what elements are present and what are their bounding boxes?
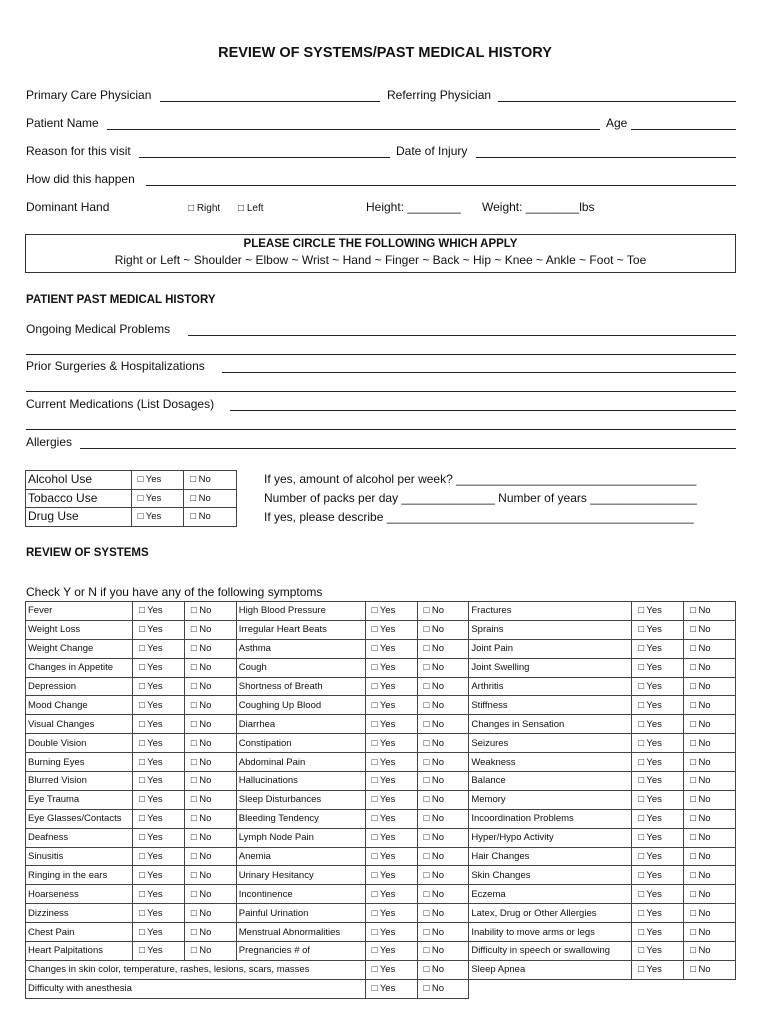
symptom-label: Incontinence <box>236 885 365 904</box>
yes-checkbox[interactable]: □ Yes <box>365 960 417 979</box>
symptom-label: Stiffness <box>469 696 632 715</box>
symptom-label: Weakness <box>469 753 632 772</box>
symptom-label: Fever <box>26 602 133 621</box>
table-row <box>26 885 736 904</box>
symptom-label: Eye Glasses/Contacts <box>26 809 133 828</box>
no-checkbox[interactable]: □ No <box>684 809 736 828</box>
no-checkbox[interactable]: □ No <box>417 904 469 923</box>
symptom-label: Hyper/Hypo Activity <box>469 828 632 847</box>
symptom-label: Changes in skin color, temperature, rashes, lesions, scars, masses <box>26 960 366 979</box>
yes-checkbox[interactable]: □ Yes <box>632 753 684 772</box>
table-row <box>26 620 736 639</box>
page-title: REVIEW OF SYSTEMS/PAST MEDICAL HISTORY <box>218 45 552 61</box>
medications-field[interactable] <box>230 410 736 411</box>
no-checkbox[interactable]: □ No <box>417 960 469 979</box>
table-row <box>26 734 736 753</box>
yes-checkbox[interactable]: □ Yes <box>132 753 184 772</box>
yes-checkbox[interactable]: □ Yes <box>132 658 184 677</box>
table-row <box>26 809 736 828</box>
table-row <box>26 904 736 923</box>
no-checkbox[interactable]: □ No <box>184 866 236 885</box>
symptom-label: Bleeding Tendency <box>236 809 365 828</box>
ongoing-label: Ongoing Medical Problems <box>26 322 171 336</box>
symptom-label: Arthritis <box>469 677 632 696</box>
yes-checkbox[interactable]: □ Yes <box>131 471 184 490</box>
yes-checkbox[interactable]: □ Yes <box>365 809 417 828</box>
no-checkbox[interactable]: □ No <box>184 639 236 658</box>
no-checkbox[interactable]: □ No <box>684 923 736 942</box>
no-checkbox[interactable]: □ No <box>684 639 736 658</box>
referring-field[interactable] <box>498 101 736 102</box>
no-checkbox[interactable]: □ No <box>184 772 236 791</box>
no-checkbox[interactable]: □ No <box>184 715 236 734</box>
no-checkbox[interactable]: □ No <box>417 602 469 621</box>
symptom-label: Sleep Apnea <box>469 960 632 979</box>
table-row <box>26 923 736 942</box>
symptom-label: Diarrhea <box>236 715 365 734</box>
how-happen-field[interactable] <box>146 185 736 186</box>
symptom-label: Hair Changes <box>469 847 632 866</box>
yes-checkbox[interactable]: □ Yes <box>632 923 684 942</box>
symptom-label: Difficulty in speech or swallowing <box>469 942 632 961</box>
yes-checkbox[interactable]: □ Yes <box>132 828 184 847</box>
yes-checkbox[interactable]: □ Yes <box>132 904 184 923</box>
yes-checkbox[interactable]: □ Yes <box>365 923 417 942</box>
circle-box <box>25 234 736 273</box>
primary-care-label: Primary Care Physician <box>26 88 152 102</box>
no-checkbox[interactable]: □ No <box>417 753 469 772</box>
no-checkbox[interactable]: □ No <box>417 658 469 677</box>
symptom-label: Joint Pain <box>469 639 632 658</box>
symptom-label: Mood Change <box>26 696 133 715</box>
yes-checkbox[interactable]: □ Yes <box>632 809 684 828</box>
yes-checkbox[interactable]: □ Yes <box>132 715 184 734</box>
yes-checkbox[interactable]: □ Yes <box>365 753 417 772</box>
no-checkbox[interactable]: □ No <box>684 602 736 621</box>
ros-table <box>25 601 736 999</box>
yes-checkbox[interactable]: □ Yes <box>632 847 684 866</box>
no-checkbox[interactable]: □ No <box>184 734 236 753</box>
no-checkbox[interactable]: □ No <box>417 677 469 696</box>
weight-field[interactable]: Weight: ________lbs <box>482 200 595 214</box>
symptom-label: Eye Trauma <box>26 790 133 809</box>
symptom-label: Sprains <box>469 620 632 639</box>
yes-checkbox[interactable]: □ Yes <box>365 602 417 621</box>
symptom-label: Cough <box>236 658 365 677</box>
symptom-label: High Blood Pressure <box>236 602 365 621</box>
medications-field-2[interactable] <box>26 429 736 430</box>
no-checkbox[interactable]: □ No <box>417 790 469 809</box>
no-checkbox[interactable]: □ No <box>417 639 469 658</box>
yes-checkbox[interactable]: □ Yes <box>132 677 184 696</box>
yes-checkbox[interactable]: □ Yes <box>632 639 684 658</box>
habit-label: Alcohol Use <box>26 471 132 490</box>
ongoing-field[interactable] <box>188 335 736 336</box>
symptom-label: Weight Loss <box>26 620 133 639</box>
symptom-label: Painful Urination <box>236 904 365 923</box>
dominant-hand-label: Dominant Hand <box>26 200 110 214</box>
yes-checkbox[interactable]: □ Yes <box>131 489 184 508</box>
yes-checkbox[interactable]: □ Yes <box>632 677 684 696</box>
no-checkbox[interactable]: □ No <box>184 923 236 942</box>
drug-question[interactable]: If yes, please describe ______________________________________________ <box>264 510 694 524</box>
no-checkbox[interactable]: □ No <box>184 809 236 828</box>
symptom-label: Blurred Vision <box>26 772 133 791</box>
symptom-label: Abdominal Pain <box>236 753 365 772</box>
symptom-label: Joint Swelling <box>469 658 632 677</box>
habits-table <box>25 470 237 527</box>
yes-checkbox[interactable]: □ Yes <box>132 772 184 791</box>
yes-checkbox[interactable]: □ Yes <box>132 602 184 621</box>
yes-checkbox[interactable]: □ Yes <box>132 639 184 658</box>
no-checkbox[interactable]: □ No <box>684 677 736 696</box>
no-checkbox[interactable]: □ No <box>417 734 469 753</box>
yes-checkbox[interactable]: □ Yes <box>365 639 417 658</box>
yes-checkbox[interactable]: □ Yes <box>365 866 417 885</box>
table-row <box>26 639 736 658</box>
yes-checkbox[interactable]: □ Yes <box>632 885 684 904</box>
yes-checkbox[interactable]: □ Yes <box>632 960 684 979</box>
no-checkbox[interactable]: □ No <box>184 677 236 696</box>
yes-checkbox[interactable]: □ Yes <box>132 942 184 961</box>
date-injury-label: Date of Injury <box>396 144 468 158</box>
height-field[interactable]: Height: ________ <box>366 200 461 214</box>
table-row <box>26 828 736 847</box>
symptom-label: Pregnancies # of <box>236 942 365 961</box>
symptom-label: Shortness of Breath <box>236 677 365 696</box>
no-checkbox[interactable]: □ No <box>684 847 736 866</box>
ros-heading: REVIEW OF SYSTEMS <box>26 547 149 559</box>
ros-instruction: Check Y or N if you have any of the following symptoms <box>26 585 323 599</box>
no-checkbox[interactable]: □ No <box>684 734 736 753</box>
surgeries-field-2[interactable] <box>26 391 736 392</box>
symptom-label: Depression <box>26 677 133 696</box>
no-checkbox[interactable]: □ No <box>184 753 236 772</box>
no-checkbox[interactable]: □ No <box>417 809 469 828</box>
no-checkbox[interactable]: □ No <box>684 960 736 979</box>
symptom-label: Lymph Node Pain <box>236 828 365 847</box>
surgeries-label: Prior Surgeries & Hospitalizations <box>26 359 205 373</box>
symptom-label: Hoarseness <box>26 885 133 904</box>
symptom-label: Eczema <box>469 885 632 904</box>
no-checkbox[interactable]: □ No <box>184 790 236 809</box>
table-row <box>26 960 736 979</box>
no-checkbox[interactable]: □ No <box>417 715 469 734</box>
table-row <box>26 602 736 621</box>
no-checkbox[interactable]: □ No <box>184 602 236 621</box>
yes-checkbox[interactable]: □ Yes <box>365 772 417 791</box>
yes-checkbox[interactable]: □ Yes <box>132 734 184 753</box>
no-checkbox[interactable]: □ No <box>684 866 736 885</box>
yes-checkbox[interactable]: □ Yes <box>365 677 417 696</box>
yes-checkbox[interactable]: □ Yes <box>632 790 684 809</box>
referring-label: Referring Physician <box>387 88 492 102</box>
yes-checkbox[interactable]: □ Yes <box>365 885 417 904</box>
symptom-label: Double Vision <box>26 734 133 753</box>
yes-checkbox[interactable]: □ Yes <box>632 696 684 715</box>
symptom-label: Sinusitis <box>26 847 133 866</box>
symptom-label: Hallucinations <box>236 772 365 791</box>
table-row <box>26 715 736 734</box>
yes-checkbox[interactable]: □ Yes <box>132 809 184 828</box>
table-row <box>26 658 736 677</box>
allergies-field[interactable] <box>80 448 736 449</box>
yes-checkbox[interactable]: □ Yes <box>365 696 417 715</box>
yes-checkbox[interactable]: □ Yes <box>365 942 417 961</box>
reason-field[interactable] <box>139 157 390 158</box>
symptom-label: Incoordination Problems <box>469 809 632 828</box>
body-part-options[interactable]: Right or Left ~ Shoulder ~ Elbow ~ Wrist ~ Hand ~ Finger ~ Back ~ Hip ~ Knee ~ Ankle ~ Foot ~ Toe <box>114 253 647 267</box>
allergies-label: Allergies <box>26 435 73 449</box>
table-row <box>26 677 736 696</box>
age-label: Age <box>606 116 628 130</box>
right-hand-checkbox[interactable]: □ Right <box>188 203 221 214</box>
no-checkbox[interactable]: □ No <box>684 620 736 639</box>
yes-checkbox[interactable]: □ Yes <box>632 866 684 885</box>
yes-checkbox[interactable]: □ Yes <box>132 620 184 639</box>
symptom-label: Ringing in the ears <box>26 866 133 885</box>
no-checkbox[interactable]: □ No <box>684 885 736 904</box>
no-checkbox[interactable]: □ No <box>684 715 736 734</box>
yes-checkbox[interactable]: □ Yes <box>632 904 684 923</box>
symptom-label: Fractures <box>469 602 632 621</box>
yes-checkbox[interactable]: □ Yes <box>131 508 184 527</box>
table-row <box>26 847 736 866</box>
no-checkbox[interactable]: □ No <box>184 904 236 923</box>
no-checkbox[interactable]: □ No <box>684 790 736 809</box>
symptom-label: Chest Pain <box>26 923 133 942</box>
symptom-label: Anemia <box>236 847 365 866</box>
symptom-label: Heart Palpitations <box>26 942 133 961</box>
circle-heading: PLEASE CIRCLE THE FOLLOWING WHICH APPLY <box>243 238 518 250</box>
table-row <box>26 489 237 508</box>
yes-checkbox[interactable]: □ Yes <box>132 847 184 866</box>
symptom-label: Weight Change <box>26 639 133 658</box>
past-history-heading: PATIENT PAST MEDICAL HISTORY <box>26 294 216 306</box>
symptom-label: Deafness <box>26 828 133 847</box>
tobacco-question[interactable]: Number of packs per day ______________ Number of years ________________ <box>264 491 697 505</box>
no-checkbox[interactable]: □ No <box>417 772 469 791</box>
habit-label: Drug Use <box>26 508 132 527</box>
yes-checkbox[interactable]: □ Yes <box>132 790 184 809</box>
no-checkbox[interactable]: □ No <box>684 828 736 847</box>
yes-checkbox[interactable]: □ Yes <box>132 923 184 942</box>
symptom-label: Memory <box>469 790 632 809</box>
no-checkbox[interactable]: □ No <box>417 979 469 998</box>
yes-checkbox[interactable]: □ Yes <box>365 847 417 866</box>
medications-label: Current Medications (List Dosages) <box>26 397 215 411</box>
yes-checkbox[interactable]: □ Yes <box>632 620 684 639</box>
no-checkbox[interactable]: □ No <box>417 620 469 639</box>
symptom-label: Urinary Hesitancy <box>236 866 365 885</box>
no-checkbox[interactable]: □ No <box>417 866 469 885</box>
patient-name-field[interactable] <box>107 129 600 130</box>
reason-label: Reason for this visit <box>26 144 131 158</box>
symptom-label: Seizures <box>469 734 632 753</box>
table-row <box>26 790 736 809</box>
no-checkbox[interactable]: □ No <box>184 885 236 904</box>
empty-cell <box>469 979 736 998</box>
how-happen-label: How did this happen <box>26 172 135 186</box>
age-field[interactable] <box>631 129 736 130</box>
symptom-label: Irregular Heart Beats <box>236 620 365 639</box>
yes-checkbox[interactable]: □ Yes <box>632 828 684 847</box>
no-checkbox[interactable]: □ No <box>417 696 469 715</box>
symptom-label: Coughing Up Blood <box>236 696 365 715</box>
ongoing-field-2[interactable] <box>26 354 736 355</box>
no-checkbox[interactable]: □ No <box>417 923 469 942</box>
yes-checkbox[interactable]: □ Yes <box>632 772 684 791</box>
symptom-label: Latex, Drug or Other Allergies <box>469 904 632 923</box>
symptom-label: Dizziness <box>26 904 133 923</box>
alcohol-question[interactable]: If yes, amount of alcohol per week? ____________________________________ <box>264 472 697 486</box>
yes-checkbox[interactable]: □ Yes <box>132 696 184 715</box>
yes-checkbox[interactable]: □ Yes <box>632 734 684 753</box>
no-checkbox[interactable]: □ No <box>417 828 469 847</box>
primary-care-field[interactable] <box>160 101 380 102</box>
yes-checkbox[interactable]: □ Yes <box>632 715 684 734</box>
no-checkbox[interactable]: □ No <box>184 471 237 490</box>
table-row <box>26 866 736 885</box>
no-checkbox[interactable]: □ No <box>184 489 237 508</box>
no-checkbox[interactable]: □ No <box>684 772 736 791</box>
habit-label: Tobacco Use <box>26 489 132 508</box>
table-row <box>26 772 736 791</box>
symptom-label: Visual Changes <box>26 715 133 734</box>
yes-checkbox[interactable]: □ Yes <box>365 904 417 923</box>
symptom-label: Changes in Sensation <box>469 715 632 734</box>
yes-checkbox[interactable]: □ Yes <box>365 658 417 677</box>
table-row <box>26 942 736 961</box>
no-checkbox[interactable]: □ No <box>184 942 236 961</box>
no-checkbox[interactable]: □ No <box>417 847 469 866</box>
date-injury-field[interactable] <box>476 157 736 158</box>
table-row <box>26 979 736 998</box>
yes-checkbox[interactable]: □ Yes <box>365 828 417 847</box>
left-hand-checkbox[interactable]: □ Left <box>238 203 264 214</box>
table-row <box>26 696 736 715</box>
yes-checkbox[interactable]: □ Yes <box>132 866 184 885</box>
symptom-label: Balance <box>469 772 632 791</box>
yes-checkbox[interactable]: □ Yes <box>365 979 417 998</box>
no-checkbox[interactable]: □ No <box>417 942 469 961</box>
no-checkbox[interactable]: □ No <box>184 847 236 866</box>
symptom-label: Burning Eyes <box>26 753 133 772</box>
no-checkbox[interactable]: □ No <box>184 658 236 677</box>
no-checkbox[interactable]: □ No <box>684 658 736 677</box>
surgeries-field[interactable] <box>222 372 736 373</box>
table-row <box>26 471 237 490</box>
no-checkbox[interactable]: □ No <box>684 904 736 923</box>
yes-checkbox[interactable]: □ Yes <box>632 658 684 677</box>
yes-checkbox[interactable]: □ Yes <box>365 620 417 639</box>
symptom-label: Sleep Disturbances <box>236 790 365 809</box>
table-row <box>26 508 237 527</box>
table-row <box>26 753 736 772</box>
no-checkbox[interactable]: □ No <box>184 620 236 639</box>
no-checkbox[interactable]: □ No <box>684 753 736 772</box>
symptom-label: Difficulty with anesthesia <box>26 979 366 998</box>
symptom-label: Menstrual Abnormalities <box>236 923 365 942</box>
patient-name-label: Patient Name <box>26 116 99 130</box>
symptom-label: Constipation <box>236 734 365 753</box>
no-checkbox[interactable]: □ No <box>184 696 236 715</box>
no-checkbox[interactable]: □ No <box>684 942 736 961</box>
no-checkbox[interactable]: □ No <box>684 696 736 715</box>
yes-checkbox[interactable]: □ Yes <box>365 715 417 734</box>
yes-checkbox[interactable]: □ Yes <box>132 885 184 904</box>
yes-checkbox[interactable]: □ Yes <box>365 734 417 753</box>
no-checkbox[interactable]: □ No <box>417 885 469 904</box>
yes-checkbox[interactable]: □ Yes <box>632 602 684 621</box>
symptom-label: Changes in Appetite <box>26 658 133 677</box>
symptom-label: Skin Changes <box>469 866 632 885</box>
yes-checkbox[interactable]: □ Yes <box>365 790 417 809</box>
no-checkbox[interactable]: □ No <box>184 828 236 847</box>
symptom-label: Inability to move arms or legs <box>469 923 632 942</box>
no-checkbox[interactable]: □ No <box>184 508 237 527</box>
yes-checkbox[interactable]: □ Yes <box>632 942 684 961</box>
symptom-label: Asthma <box>236 639 365 658</box>
